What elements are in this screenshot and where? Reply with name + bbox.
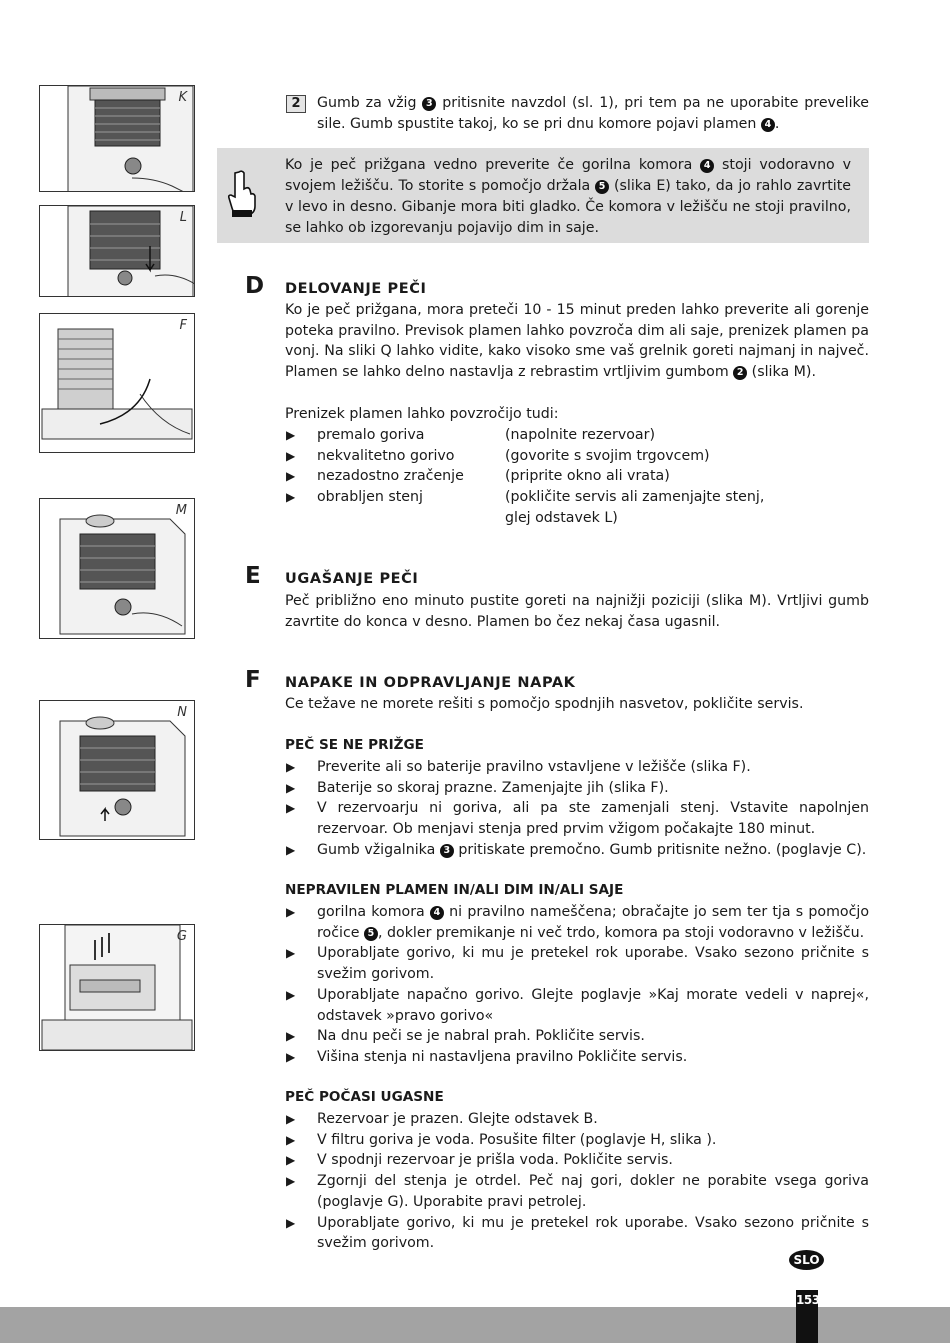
subsection-title: PEČ POČASI UGASNE [285,1089,444,1105]
figure-f [39,313,195,453]
section-f-title: NAPAKE IN ODPRAVLJANJE NAPAK [285,675,576,691]
list-item: ▶ Zgornji del stenja je otrdel. Peč naj gori, dokler ne porabite vsega goriva (poglavje G). Uporabite pravi petrolej. [286,1173,869,1210]
list-item: ▶ nezadostno zračenje (priprite okno ali vrata) [286,468,670,485]
note-box [217,148,869,243]
list-item: ▶ V filtru goriva je voda. Posušite filter (poglavje H, slika ). [286,1131,717,1148]
circled-number: 5 [364,927,378,941]
heater-side-illustration [40,925,195,1051]
list-item: ▶ Gumb vžigalnika 3 pritiskate premočno. Gumb pritisnite nežno. (poglavje C). [286,841,867,858]
section-e-title: UGAŠANJE PEČI [285,571,419,587]
step-number-box: 2 [286,95,306,113]
subsection-title: NEPRAVILEN PLAMEN IN/ALI DIM IN/ALI SAJE [285,882,624,898]
figure-n [39,700,195,840]
section-d-letter: D [245,273,265,299]
section-f-letter: F [245,667,261,693]
note-text: Ko je peč prižgana vedno preverite če gorilna komora 4 stoji vodoravno v svojem ležišču. To storite s pomočjo držala 5 (slika E) tako, da jo rahlo zavrtite v levo in desno. Gibanje mora biti gladko. Če komora v ležišču ne stoji pravilno, se lahko ob izgorevanju pojavijo dim in saje. [285,157,852,236]
figure-label: L [179,210,187,225]
slow-extinguish-list [285,1109,869,1254]
list-item: ▶ V spodnji rezervoar je prišla voda. Pokličite servis. [286,1152,673,1169]
figure-label: K [178,90,187,105]
section-d-title: DELOVANJE PEČI [285,281,427,297]
list-item: ▶ Uporabljate gorivo, ki mu je pretekel rok uporabe. Vsako sezono pričnite s svežim gorivom. [286,1214,869,1252]
irregular-flame-list [285,902,869,1068]
list-item: ▶ Preverite ali so baterije pravilno vstavljene v ležišče (slika F). [286,759,751,775]
list-item: ▶ Rezervoar je prazen. Glejte odstavek B. [286,1111,598,1127]
section-d-paragraph: Ko je peč prižgana, mora preteči 10 - 15 minut preden lahko preverite ali gorenje poteka pravilno. Previsok plamen lahko povzroča dim ali saje, prenizek plamen pa vonj. Na sliki Q lahko vidite, kako visoko sme vaš grelnik goreti najmanj in največ. Plamen se lahko delno nastavlja z rebrastim vrtljivim gumbom 2 (slika M). [285,302,869,381]
figure-label: G [176,929,187,944]
language-badge: SLO [789,1250,824,1270]
section-e-letter: E [245,563,261,589]
figure-label: M [175,503,187,518]
subsection-title: PEČ SE NE PRIŽGE [285,737,424,753]
figure-m [39,498,195,639]
figure-g [39,924,195,1051]
list-item: ▶ nekvalitetno gorivo (govorite s svojim trgovcem) [286,447,710,464]
list-item: ▶ Višina stenja ni nastavljena pravilno Pokličite servis. [286,1048,688,1065]
heater-knob-turn-illustration [40,499,195,639]
circled-number: 4 [430,906,444,920]
circled-number: 3 [422,97,436,111]
heater-lever-illustration [40,206,195,297]
no-ignition-list [285,757,869,861]
heater-knob-press-illustration [40,86,195,192]
list-item: ▶ gorilna komora 4 ni pravilno nameščena; obračajte jo sem ter tja s pomočjo ročice 5 , dokler premikanje ni več trdo, komora pa stoji vodoravno v ležišču. [286,904,869,941]
circled-number: 3 [440,844,454,858]
list-item: ▶ V rezervoarju ni goriva, ali pa ste zamenjali stenj. Vstavite napolnjen rezervoar. Ob menjavi stenja pred prvim vžigom počakajte 180 minut. [286,800,869,838]
pointing-hand-icon [227,170,257,218]
list-item: ▶ Uporabljate gorivo, ki mu je pretekel rok uporabe. Vsako sezono pričnite s svežim gorivom. [286,945,869,983]
figure-l [39,205,195,297]
causes-list [285,425,869,529]
step-text: Gumb za vžig 3 pritisnite navzdol (sl. 1), pri tem pa ne uporabite prevelike sile. Gumb spustite takoj, ko se pri dnu komore pojavi plamen 4 . [317,95,869,132]
heater-front-illustration [40,701,195,840]
section-f-intro: Ce težave ne morete rešiti s pomočjo spodnjih nasvetov, pokličite servis. [285,696,804,712]
circled-number: 4 [700,159,714,173]
figure-label: F [179,318,187,333]
circled-number: 4 [761,118,775,132]
section-d-causes-intro: Prenizek plamen lahko povzročijo tudi: [285,406,559,422]
list-item: ▶ Uporabljate napačno gorivo. Glejte poglavje »Kaj morate vedeli v naprej«, odstavek »pravo gorivo« [286,986,869,1024]
list-item: ▶ premalo goriva (napolnite rezervoar) [286,427,655,443]
figure-k [39,85,195,192]
list-item: ▶ Na dnu peči se je nabral prah. Pokličite servis. [286,1028,645,1045]
list-item: ▶ Baterije so skoraj prazne. Zamenjajte jih (slika F). [286,779,669,796]
list-item: ▶ obrabljen stenj (pokličite servis ali zamenjajte stenj, glej odstavek L) [286,489,765,526]
page-number: 153 [796,1290,818,1343]
circled-number: 2 [733,366,747,380]
section-e-paragraph: Peč približno eno minuto pustite goreti na najnižji poziciji (slika M). Vrtljivi gumb zavrtite do konca v desno. Plamen bo čez nekaj časa ugasnil. [285,593,869,630]
battery-compartment-illustration [40,314,195,453]
circled-number: 5 [595,180,609,194]
figure-label: N [177,705,187,720]
